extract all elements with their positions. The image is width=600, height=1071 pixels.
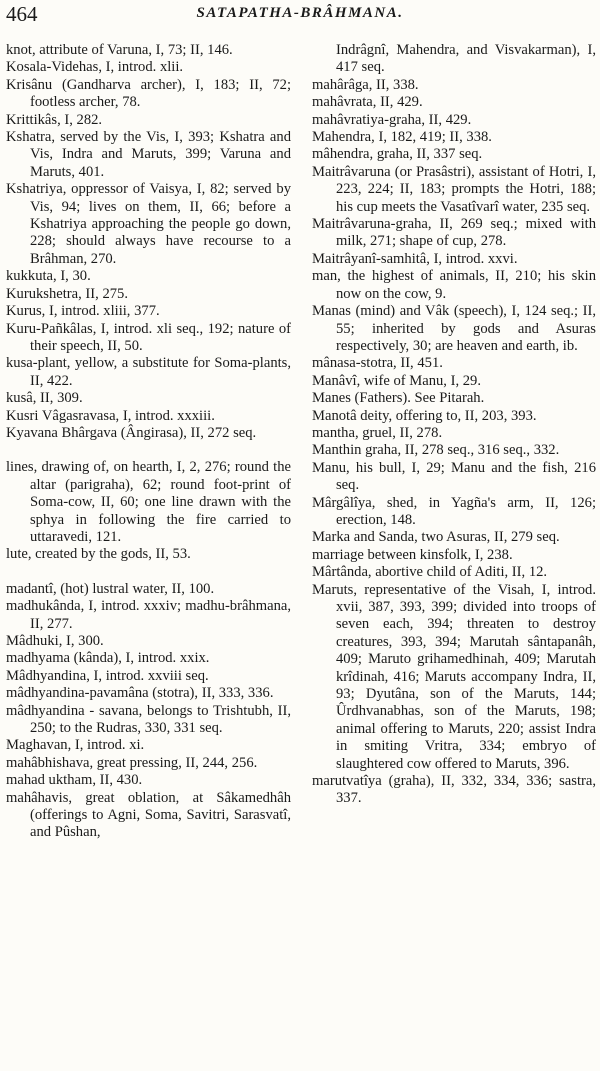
index-entry: Mârtânda, abortive child of Aditi, II, 12. (312, 564, 548, 581)
index-entry: marriage between kinsfolk, I, 238. (312, 546, 513, 563)
index-entry: man, the highest of animals, II, 210; his skin now on the cow, 9. (312, 268, 596, 302)
index-entry: mânasa-stotra, II, 451. (312, 355, 443, 372)
index-entry: lines, drawing of, on hearth, I, 2, 276; round the altar (parigraha), 62; round foot-print of Soma-cow, II, 60; one line drawn with the sphya in following the fire carried to uttaravedi, 121. (6, 459, 291, 545)
index-entry: Manotâ deity, offering to, II, 203, 393. (312, 407, 537, 424)
index-entry: Mâdhyandina, I, introd. xxviii seq. (6, 667, 209, 684)
index-entry: mâdhyandina - savana, belongs to Trishtubh, II, 250; to the Rudras, 330, 331 seq. (6, 702, 291, 737)
index-entry: lute, created by the gods, II, 53. (6, 546, 191, 563)
index-entry: Maitrâyanî-samhitâ, I, introd. xxvi. (312, 250, 518, 267)
index-entry: Maghavan, I, introd. xi. (6, 737, 145, 754)
index-entry: mahâvratiya-graha, II, 429. (312, 111, 472, 128)
index-entry: Manes (Fathers). See Pitarah. (312, 390, 485, 407)
index-entry: Kshatra, served by the Vis, I, 393; Kshatra and Vis, Indra and Maruts, 399; Varuna and Maruts, 401. (6, 129, 291, 180)
index-entry: mahârâga, II, 338. (312, 76, 419, 93)
index-entry: Maruts, representative of the Visah, I, introd. xvii, 387, 393, 399; divided into troops of seven each, 394; threaten to destroy creatures, 393, 394; Marutah sântapanâh, 409; Maruto grihamedhinah, 409; Marutah krîdinah, 416; Maruts accompany Indra, II, 93; Dyutâna, son of the Maruts, 144; Ûrdhvanabhas, son of the Maruts, 198; animal offering to Maruts, 220; assist Indra in smiting Vritra, 334; embryo of slaughtered cow offered to Maruts, 396. (312, 581, 596, 772)
index-entry: Kuru-Pañkâlas, I, introd. xli seq., 192; nature of their speech, II, 50. (6, 320, 291, 354)
index-entry: Mâdhuki, I, 300. (6, 633, 104, 649)
index-entry: mâhendra, graha, II, 337 seq. (312, 146, 483, 163)
index-entry: Kshatriya, oppressor of Vaisya, I, 82; served by Vis, 94; lives on them, II, 66; before a Kshatriya approaching the people go down, 228; should always have recourse to a Brâhman, 270. (6, 181, 291, 267)
left-index-column (6, 42, 291, 842)
page-header (6, 2, 594, 32)
index-entry: Kosala-Videhas, I, introd. xlii. (6, 59, 184, 76)
index-entry: mahâhavis, great oblation, at Sâkamedhâh (offerings to Agni, Soma, Savitri, Sarasvatî, and Pûshan, (6, 789, 291, 841)
index-entry: kukkuta, I, 30. (6, 268, 91, 285)
index-entry: Kurus, I, introd. xliii, 377. (6, 303, 160, 320)
running-title: SATAPATHA-BRÂHMANA. (196, 5, 404, 21)
index-entry: mahad uktham, II, 430. (6, 772, 143, 789)
index-entry: Manas (mind) and Vâk (speech), I, 124 seq.; II, 55; inherited by gods and Asuras respectively, 30; are heaven and earth, ib. (312, 303, 596, 354)
index-entry: Kyavana Bhârgava (Ângirasa), II, 272 seq. (6, 424, 257, 441)
index-entry: Maitrâvaruna-graha, II, 269 seq.; mixed with milk, 271; shape of cup, 278. (312, 216, 596, 250)
index-entry: Manthin graha, II, 278 seq., 316 seq., 332. (312, 442, 560, 459)
page-number: 464 (6, 2, 38, 26)
index-entry: mahâbhishava, great pressing, II, 244, 256. (6, 754, 258, 771)
index-entry: marutvatîya (graha), II, 332, 334, 336; sastra, 337. (312, 773, 596, 807)
index-entry: madhyama (kânda), I, introd. xxix. (6, 650, 210, 667)
index-entry: mantha, gruel, II, 278. (312, 424, 443, 441)
index-entry: knot, attribute of Varuna, I, 73; II, 146. (6, 42, 233, 58)
index-entry: Maitrâvaruna (or Prasâstri), assistant of Hotri, I, 223, 224; II, 183; prompts the Hotri, 188; his cup meets the Vasatîvarî water, 235 seq. (312, 163, 596, 215)
index-entry: madhukânda, I, introd. xxxiv; madhu-brâhmana, II, 277. (6, 598, 291, 632)
index-entry: Kusri Vâgasravasa, I, introd. xxxiii. (6, 407, 215, 424)
index-entry: Krittikâs, I, 282. (6, 111, 103, 128)
index-entry: madantî, (hot) lustral water, II, 100. (6, 580, 215, 597)
index-columns (0, 42, 600, 1071)
index-entry: Manu, his bull, I, 29; Manu and the fish, 216 seq. (312, 459, 596, 494)
index-entry: Krisânu (Gandharva archer), I, 183; II, 72; footless archer, 78. (6, 76, 291, 111)
index-entry: Kurukshetra, II, 275. (6, 285, 128, 302)
index-entry: Mahendra, I, 182, 419; II, 338. (312, 129, 492, 146)
index-entry: Manâvî, wife of Manu, I, 29. (312, 372, 482, 389)
index-entry: mahâvrata, II, 429. (312, 94, 423, 111)
index-entry: kusa-plant, yellow, a substitute for Soma-plants, II, 422. (6, 355, 291, 389)
right-index-column (312, 42, 596, 808)
index-entry: Indrâgnî, Mahendra, and Visvakarman), I, 417 seq. (336, 42, 596, 76)
index-entry: kusâ, II, 309. (6, 390, 83, 407)
index-entry: mâdhyandina-pavamâna (stotra), II, 333, 336. (6, 685, 274, 702)
index-entry: Mârgâlîya, shed, in Yagña's arm, II, 126; erection, 148. (312, 494, 596, 528)
index-entry: Marka and Sanda, two Asuras, II, 279 seq. (312, 529, 560, 546)
